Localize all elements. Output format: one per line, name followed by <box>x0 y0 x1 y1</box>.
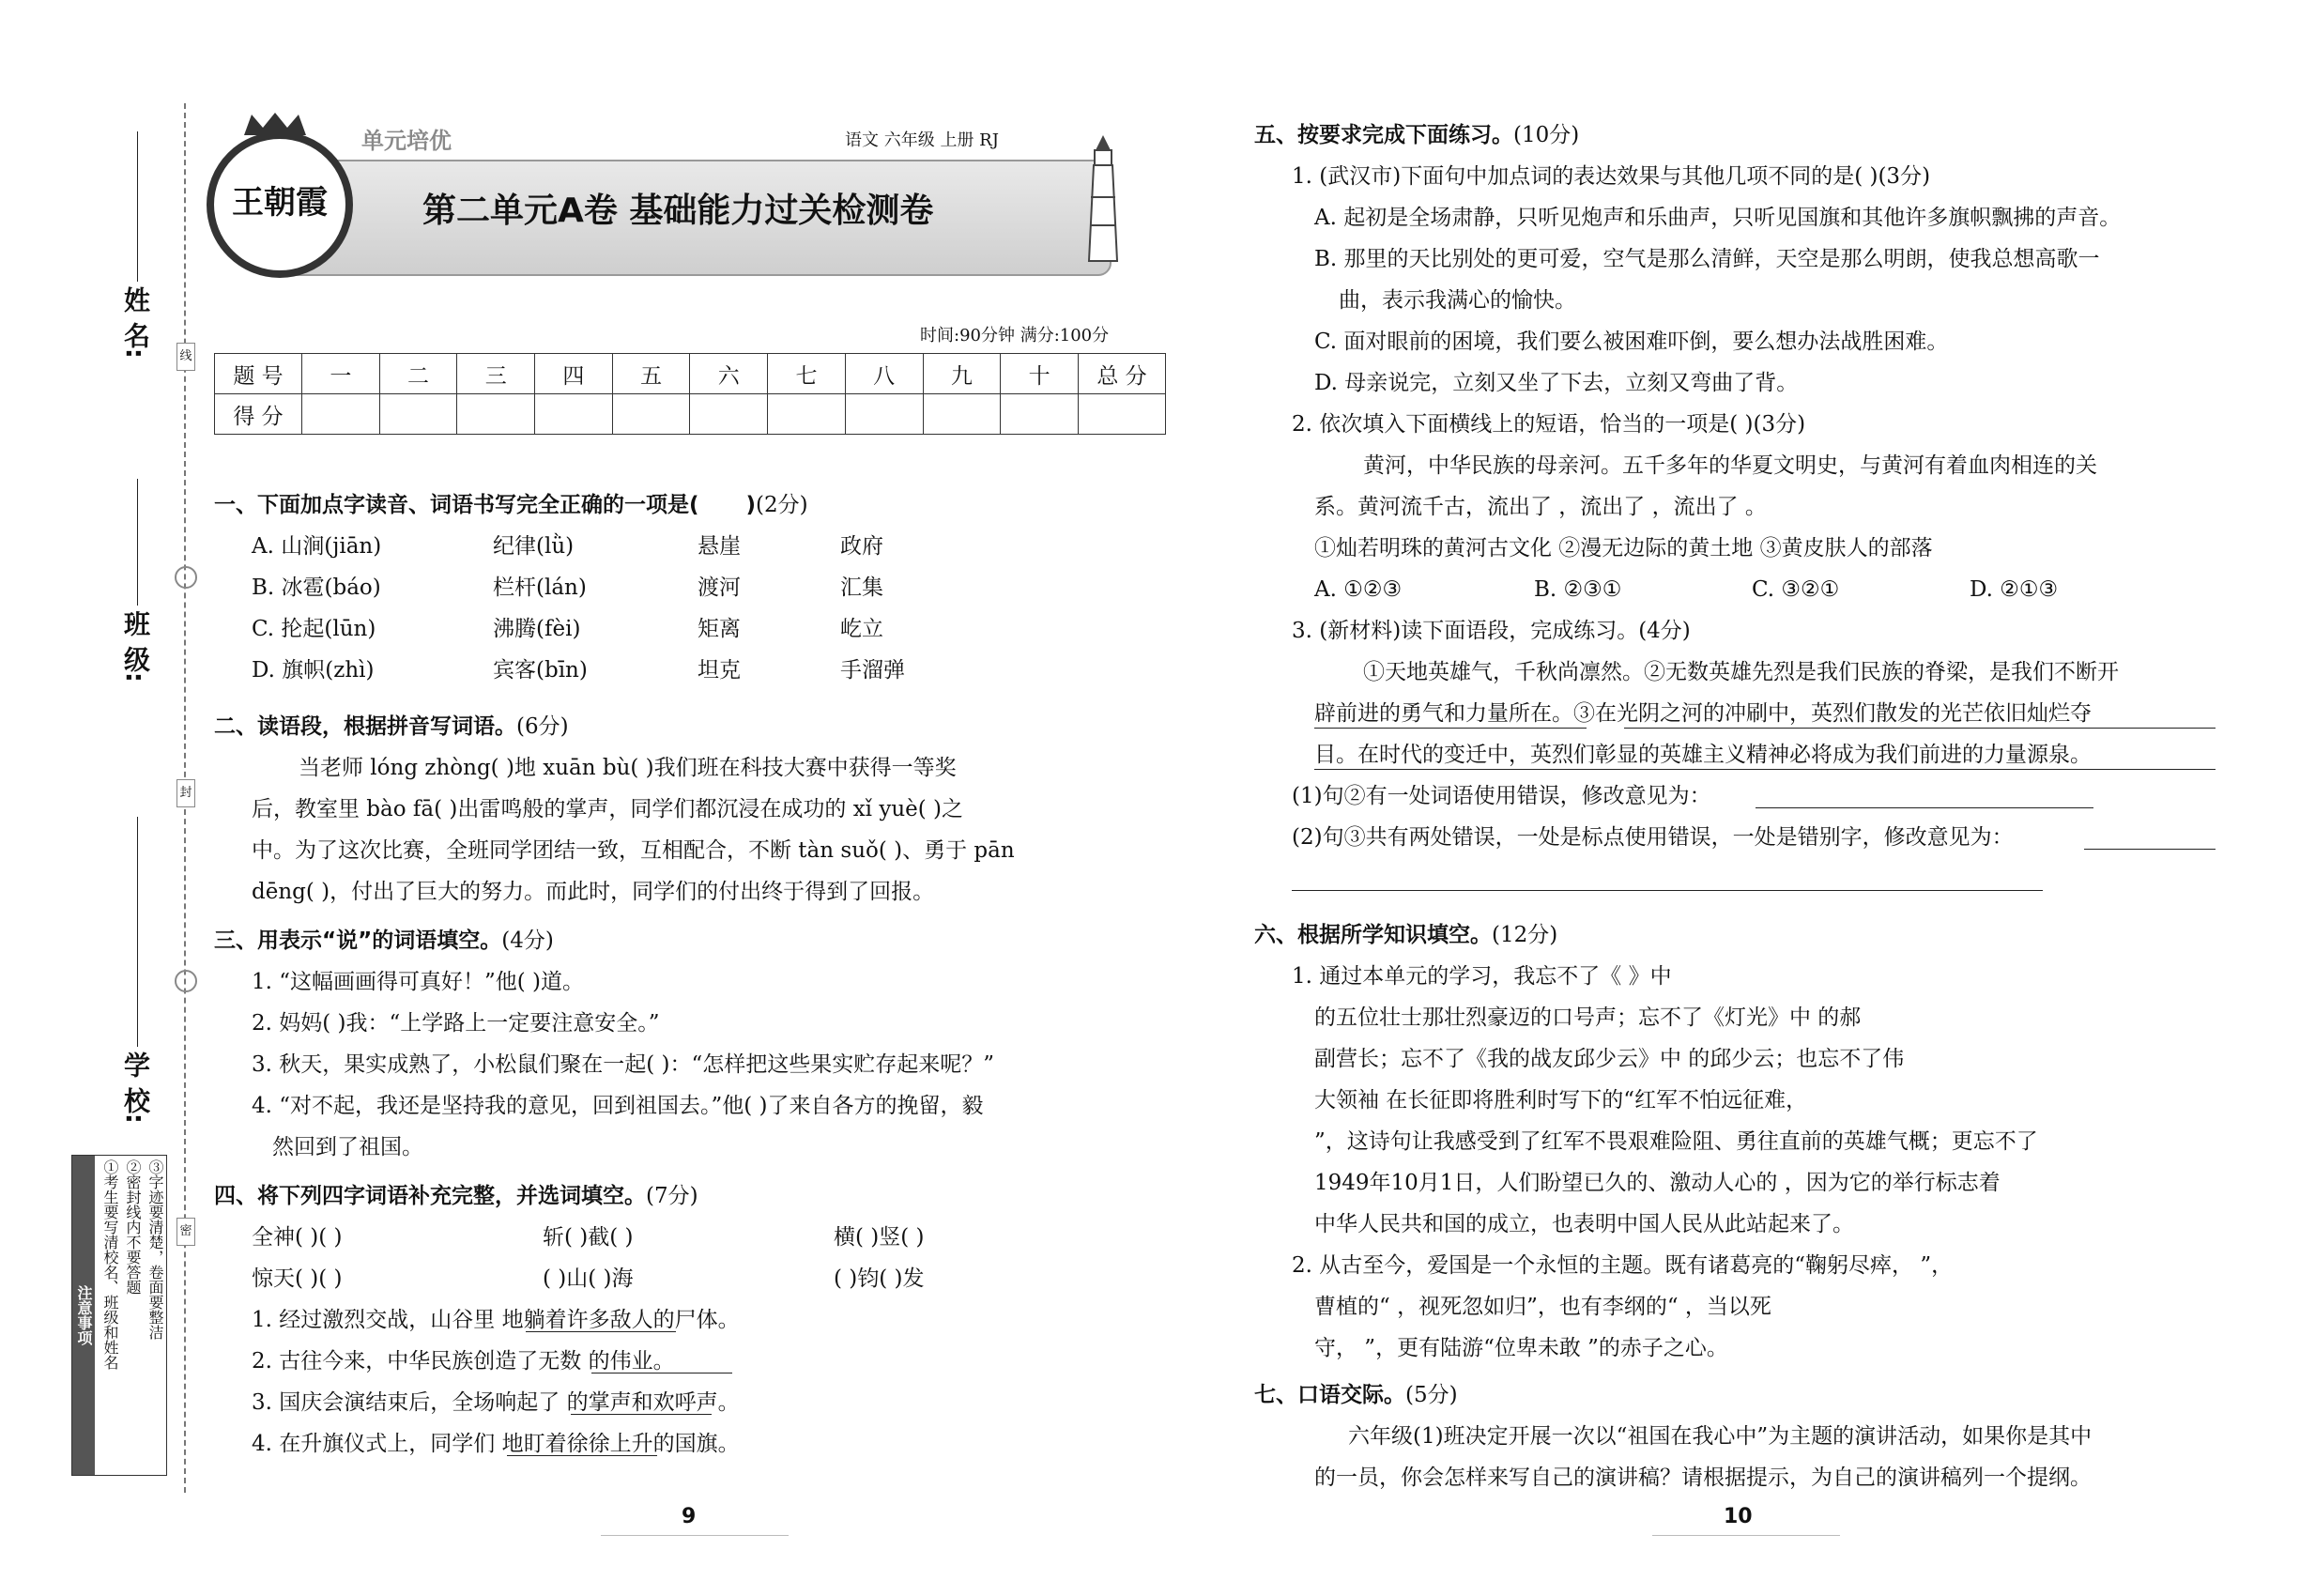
score-table <box>214 353 1166 435</box>
section-7-title: 七、口语交际。(5分) <box>1254 1383 1458 1407</box>
option: A. 起初是全场肃静，只听见炮声和乐曲声，只听见国旗和其他许多旗帜飘拂的声音。 <box>1314 206 2122 230</box>
section-4-title: 四、将下列四字词语补充完整，并选词填空。(7分) <box>214 1184 698 1208</box>
school-field[interactable] <box>137 817 138 1047</box>
idiom-blank: 横( )竖( ) <box>834 1225 925 1250</box>
section-2-line: dēng( )，付出了巨大的努力。而此时，同学们的付出终于得到了回报。 <box>252 880 935 904</box>
time-score: 时间:90分钟 满分:100分 <box>920 326 1110 345</box>
section-6-title: 六、根据所学知识填空。(12分) <box>1254 923 1558 947</box>
answer-blank[interactable] <box>2084 849 2216 850</box>
section-4-line: 4. 在升旗仪式上，同学们 地盯着徐徐上升的国旗。 <box>252 1432 740 1456</box>
option: A. ①②③ <box>1314 577 1403 602</box>
underline <box>1314 769 2216 770</box>
option: D. ②①③ <box>1970 577 2059 602</box>
answer-blank[interactable] <box>571 1414 712 1415</box>
notice-item: ③字迹要清楚，卷面要整洁 <box>146 1159 164 1340</box>
idiom-blank: 斩( )截( ) <box>543 1225 634 1250</box>
section-1-title: 一、下面加点字读音、词语书写完全正确的一项是( )(2分) <box>214 493 808 517</box>
section-2-line: 后，教室里 bào fā( )出雷鸣般的掌声，同学们都沉浸在成功的 xǐ yuè( )之 <box>252 797 964 821</box>
logo <box>207 131 353 278</box>
option: B. 那里的天比别处的更可爱，空气是那么清鲜，天空是那么明朗，使我总想高歌一 <box>1314 247 2100 271</box>
section-7-line: 的一员，你会怎样来写自己的演讲稿？请根据提示，为自己的演讲稿列一个提纲。 <box>1314 1466 2092 1490</box>
answer-blank[interactable] <box>1756 807 2093 808</box>
section-2-title: 二、读语段，根据拼音写词语。(6分) <box>214 714 569 739</box>
class-label: 班 级: <box>120 610 151 683</box>
passage-line: 系。黄河流千古，流出了 ，流出了 ，流出了 。 <box>1314 495 1767 519</box>
option: 曲，表示我满心的愉快。 <box>1339 288 1576 313</box>
section-4-line: 1. 经过激烈交战，山谷里 地躺着许多敌人的尸体。 <box>252 1308 740 1332</box>
answer-blank[interactable] <box>526 1331 676 1332</box>
question-5-3-a: (1)句②有一处词语使用错误，修改意见为： <box>1292 784 1711 808</box>
section-6-line: 副营长；忘不了《我的战友邱少云》中 的邱少云；也忘不了伟 <box>1314 1047 1905 1071</box>
section-3-title: 三、用表示“说”的词语填空。(4分) <box>214 928 554 953</box>
page-ornament <box>1652 1535 1840 1536</box>
section-2-line: 当老师 lóng zhòng( )地 xuān bù( )我们班在科技大赛中获得一等奖 <box>299 756 957 780</box>
section-6-line: 守， ”，更有陆游“位卑未敢 ”的赤子之心。 <box>1314 1336 1728 1360</box>
option: C. 面对眼前的困境，我们要么被困难吓倒，要么想办法战胜困难。 <box>1314 330 1949 354</box>
binding-hole <box>175 566 197 589</box>
table-row: 得 分 <box>215 394 1166 435</box>
section-6-line: 2. 从古至今，爱国是一个永恒的主题。既有诸葛亮的“鞠躬尽瘁， ”， <box>1292 1253 1954 1278</box>
table-row: 题 号 一 二 三 四 五 六 七 八 九 十 总 分 <box>215 354 1166 394</box>
section-7-line: 六年级(1)班决定开展一次以“祖国在我心中”为主题的演讲活动，如果你是其中 <box>1348 1424 2093 1449</box>
section-6-line: 曹植的“ ，视死忽如归”，也有李纲的“ ，当以死 <box>1314 1295 1771 1319</box>
answer-blank[interactable] <box>507 1455 657 1456</box>
school-label: 学 校: <box>120 1051 151 1124</box>
section-6-line: ”，这诗句让我感受到了红军不畏艰难险阻、勇往直前的英雄气概；更忘不了 <box>1314 1129 2038 1154</box>
page-number-left: 9 <box>682 1505 697 1528</box>
question-5-2: 2. 依次填入下面横线上的短语，恰当的一项是( )(3分) <box>1292 412 1806 437</box>
series-label: 单元培优 <box>361 128 452 154</box>
section-3-line: 1. “这幅画画得可真好！”他( )道。 <box>252 970 585 994</box>
option: D. 母亲说完，立刻又坐了下去，立刻又弯曲了背。 <box>1314 371 1799 395</box>
binding-hole <box>175 970 197 992</box>
option: C. ③②① <box>1752 577 1840 602</box>
page-title: 第二单元A卷 基础能力过关检测卷 <box>422 192 934 230</box>
seal-mark-close: 密 <box>176 1218 195 1246</box>
logo-crown-icon <box>242 111 308 137</box>
section-6-line: 大领袖 在长征即将胜利时写下的“红军不怕远征难， <box>1314 1088 1808 1113</box>
section-6-line: 的五位壮士那壮烈豪迈的口号声；忘不了《灯光》中 的郝 <box>1314 1005 1862 1030</box>
section-4-line: 2. 古往今来，中华民族创造了无数 的伟业。 <box>252 1349 675 1373</box>
passage-line: 黄河，中华民族的母亲河。五千多年的华夏文明史，与黄河有着血肉相连的关 <box>1363 453 2097 478</box>
name-label: 姓 名: <box>120 286 151 359</box>
section-3-line: 3. 秋天，果实成熟了，小松鼠们聚在一起( )：“怎样把这些果实贮存起来呢？” <box>252 1052 995 1077</box>
section-6-line: 1. 通过本单元的学习，我忘不了《 》中 <box>1292 964 1672 989</box>
question-5-3-b: (2)句③共有两处错误，一处是标点使用错误，一处是错别字，修改意见为： <box>1292 825 2014 850</box>
class-field[interactable] <box>137 479 138 606</box>
passage-line: 辟前进的勇气和力量所在。③在光阴之河的冲刷中，英烈们散发的光芒依旧灿烂夺 <box>1314 701 2092 726</box>
seal-mark-seal: 封 <box>176 779 195 807</box>
name-field[interactable] <box>137 131 138 282</box>
section-5-title: 五、按要求完成下面练习。(10分) <box>1254 123 1580 147</box>
section-3-line: 2. 妈妈( )我：“上学路上一定要注意安全。” <box>252 1011 660 1036</box>
phrase-options: ①灿若明珠的黄河古文化 ②漫无边际的黄土地 ③黄皮肤人的部落 <box>1314 536 1933 560</box>
seal-mark-line: 线 <box>176 343 195 371</box>
notice-title: 注意事项 <box>72 1156 95 1475</box>
passage-line: ①天地英雄气，千秋尚凛然。②无数英雄先烈是我们民族的脊梁，是我们不断开 <box>1363 660 2119 684</box>
passage-line: 目。在时代的变迁中，英烈们彰显的英雄主义精神必将成为我们前进的力量源泉。 <box>1314 743 2092 767</box>
answer-blank[interactable] <box>1292 890 2043 891</box>
section-2-line: 中。为了这次比赛，全班同学团结一致，互相配合，不断 tàn suǒ( )、勇于 pān <box>252 838 1015 863</box>
subject-meta: 语文 六年级 上册 RJ <box>845 130 999 150</box>
section-4-line: 3. 国庆会演结束后，全场响起了 的掌声和欢呼声。 <box>252 1390 740 1415</box>
notice-item: ①考生要写清校名、班级和姓名 <box>101 1159 119 1370</box>
notice-item: ②密封线内不要答题 <box>124 1159 142 1295</box>
logo-text: 王朝霞 <box>232 184 328 222</box>
option: B. ②③① <box>1534 577 1622 602</box>
underline <box>1624 728 2216 729</box>
idiom-blank: ( )钧( )发 <box>834 1266 925 1291</box>
section-3-line: 然回到了祖国。 <box>272 1135 423 1159</box>
section-6-line: 中华人民共和国的成立，也表明中国人民从此站起来了。 <box>1314 1212 1854 1236</box>
notice-box <box>71 1155 167 1476</box>
page-ornament <box>601 1535 789 1536</box>
idiom-blank: 全神( )( ) <box>252 1225 343 1250</box>
lighthouse-icon <box>1080 131 1127 263</box>
underline <box>1314 728 1587 729</box>
section-6-line: 1949年10月1日，人们盼望已久的、激动人心的 ，因为它的举行标志着 <box>1314 1171 2001 1195</box>
idiom-blank: 惊天( )( ) <box>252 1266 343 1291</box>
question-5-1: 1. (武汉市)下面句中加点词的表达效果与其他几项不同的是( )(3分) <box>1292 164 1931 189</box>
question-5-3: 3. (新材料)读下面语段，完成练习。(4分) <box>1292 619 1691 643</box>
section-3-line: 4. “对不起，我还是坚持我的意见，回到祖国去。”他( )了来自各方的挽留，毅 <box>252 1094 984 1118</box>
page-number-right: 10 <box>1724 1505 1753 1528</box>
idiom-blank: ( )山( )海 <box>543 1266 634 1291</box>
